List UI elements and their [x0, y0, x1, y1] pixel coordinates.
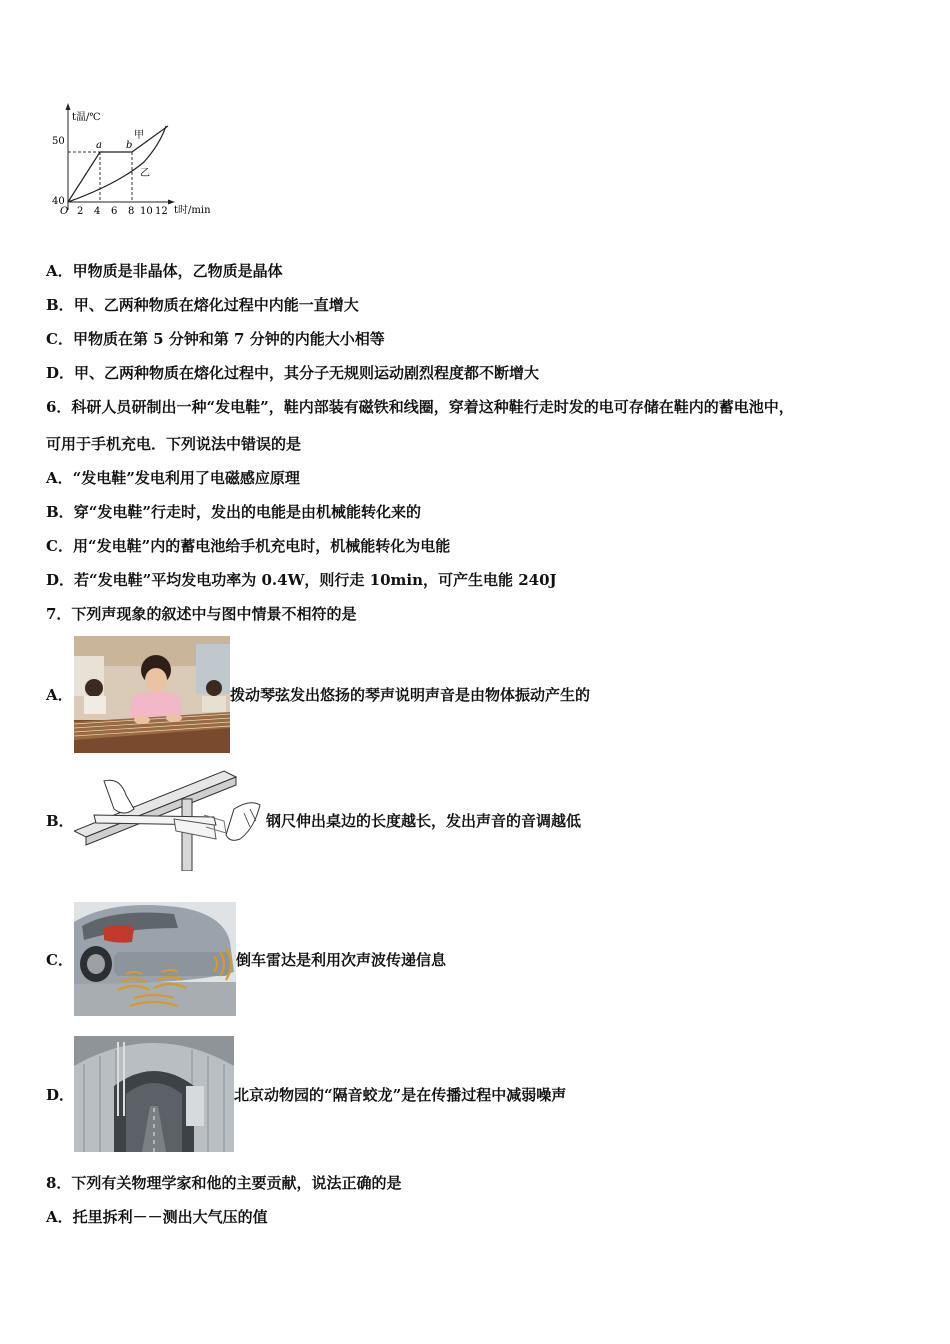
reversing-radar-photo [74, 902, 236, 1016]
option-letter: C． [46, 330, 73, 348]
x-tick-12: 12 [155, 206, 168, 217]
option-text: 穿“发电鞋”行走时，发出的电能是由机械能转化来的 [73, 503, 421, 521]
option-text: 倒车雷达是利用次声波传递信息 [236, 950, 447, 969]
guzheng-photo [74, 636, 230, 753]
q5-option-c [46, 329, 385, 349]
q5-option-d [46, 363, 539, 383]
q7-option-b [46, 769, 581, 871]
q5-option-b [46, 295, 359, 315]
option-text: 北京动物园的“隔音蛟龙”是在传播过程中减弱噪声 [234, 1085, 567, 1104]
q7-option-d [46, 1036, 566, 1152]
q6-option-d [46, 570, 557, 590]
q8-option-a [46, 1207, 268, 1227]
y-tick-40: 40 [52, 196, 65, 207]
q6-stem-line2: 可用于手机充电．下列说法中错误的是 [46, 435, 302, 453]
q8-stem: 8．下列有关物理学家和他的主要贡献，说法正确的是 [46, 1174, 402, 1192]
q7-stem: 7．下列声现象的叙述中与图中情景不相符的是 [46, 605, 357, 623]
option-text: 甲物质是非晶体，乙物质是晶体 [72, 262, 283, 280]
y-tick-50: 50 [52, 136, 65, 147]
q7-option-c [46, 902, 446, 1016]
steel-ruler-drawing [74, 769, 266, 871]
y-axis-label: t温/℃ [72, 112, 101, 123]
q5-option-a [46, 261, 283, 281]
option-text: 拨动琴弦发出悠扬的琴声说明声音是由物体振动产生的 [230, 686, 591, 704]
option-text: 甲、乙两种物质在熔化过程中，其分子无规则运动剧烈程度都不断增大 [74, 364, 540, 382]
option-text: 若“发电鞋”平均发电功率为 0.4W，则行走 10min，可产生电能 240J [74, 571, 557, 589]
curve-yi-label: 乙 [140, 168, 150, 179]
option-letter: B． [46, 811, 74, 830]
temperature-time-graph [48, 100, 218, 222]
option-letter: D． [46, 571, 75, 589]
option-letter: C． [46, 537, 73, 555]
x-tick-2: 2 [77, 206, 84, 217]
option-text: 钢尺伸出桌边的长度越长，发出声音的音调越低 [266, 811, 582, 830]
x-tick-10: 10 [140, 206, 153, 217]
point-b-label: b [126, 140, 133, 151]
option-letter: C． [46, 950, 73, 969]
x-axis-label: t时/min [174, 205, 211, 216]
q6-stem-line1: 6．科研人员研制出一种“发电鞋”，鞋内部装有磁铁和线圈，穿着这种鞋行走时发的电可存储在鞋内的蓄电池中， [46, 398, 794, 416]
option-letter: D． [46, 1085, 75, 1104]
option-letter: A． [46, 686, 73, 704]
option-letter: B． [46, 296, 74, 314]
curve-jia-label: 甲 [134, 130, 144, 141]
option-letter: A． [46, 1208, 73, 1226]
x-tick-8: 8 [128, 206, 135, 217]
q7-option-a [46, 636, 590, 753]
option-letter: B． [46, 503, 74, 521]
option-text: 托里拆利－－测出大气压的值 [72, 1208, 268, 1226]
option-text: 用“发电鞋”内的蓄电池给手机充电时，机械能转化为电能 [72, 537, 451, 555]
q6-option-b [46, 502, 421, 522]
q6-option-c [46, 536, 450, 556]
x-tick-4: 4 [94, 206, 101, 217]
curve-jia [68, 126, 168, 202]
noise-barrier-photo [74, 1036, 234, 1152]
option-text: 甲、乙两种物质在熔化过程中内能一直增大 [73, 296, 359, 314]
option-letter: A． [46, 262, 73, 280]
origin-label: O [60, 206, 69, 217]
point-a-label: a [96, 140, 102, 151]
x-tick-6: 6 [111, 206, 118, 217]
option-letter: A． [46, 469, 73, 487]
option-letter: D． [46, 364, 75, 382]
option-text: 甲物质在第 5 分钟和第 7 分钟的内能大小相等 [72, 330, 385, 348]
option-text: “发电鞋”发电利用了电磁感应原理 [72, 469, 300, 487]
q6-option-a [46, 468, 300, 488]
